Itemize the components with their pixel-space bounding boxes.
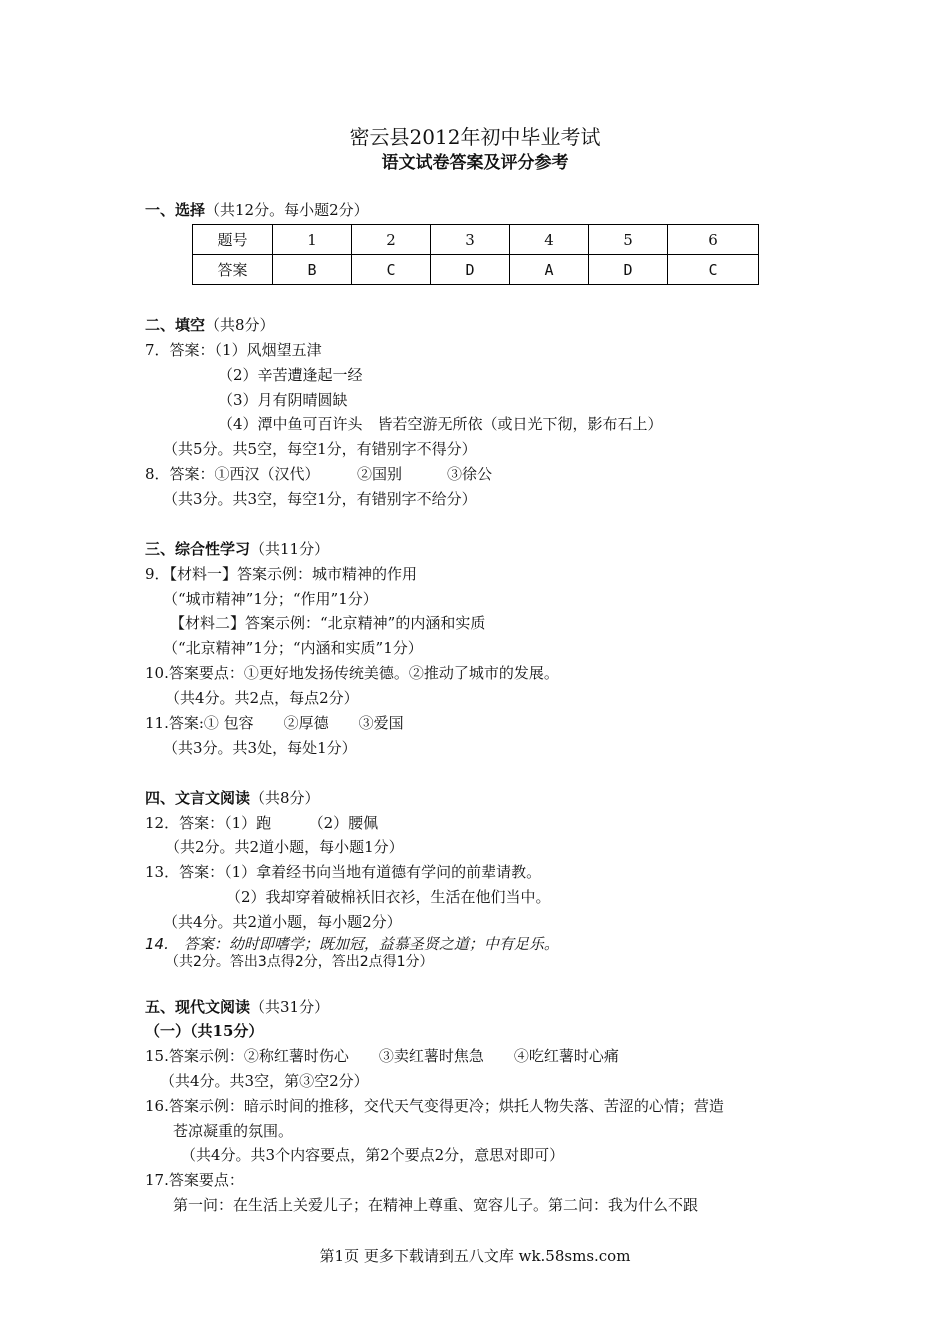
answer-table <box>192 224 759 285</box>
section-note: （共8分） <box>205 316 275 334</box>
answer-line: 第一问：在生活上关爱儿子；在精神上尊重、宽容儿子。第二问：我为什么不跟 <box>173 1196 699 1214</box>
scoring-note: （共3分。共3处，每处1分） <box>163 739 357 757</box>
answer-line: 15.答案示例：②称红薯时伤心 ③卖红薯时焦急 ④吃红薯时心痛 <box>145 1047 619 1065</box>
answer-line: （4）潭中鱼可百许头 皆若空游无所依（或日光下彻，影布石上） <box>218 415 663 433</box>
section-5-heading-line <box>145 997 329 1017</box>
page-footer: 第1页 更多下载请到五八文库 wk.58sms.com <box>319 1247 631 1265</box>
answer-line: 10.答案要点：①更好地发扬传统美德。②推动了城市的发展。 <box>145 664 559 682</box>
section-heading: 二、填空 <box>145 316 206 334</box>
question-number-cell: 1 <box>273 225 352 255</box>
answer-line: （3）月有阴晴圆缺 <box>218 391 348 409</box>
scoring-note: （共4分。共3个内容要点，第2个要点2分，意思对即可） <box>181 1146 565 1164</box>
question-number-cell: 6 <box>668 225 759 255</box>
section-heading: 四、文言文阅读 <box>145 789 251 807</box>
question-number-cell: 2 <box>352 225 431 255</box>
section-3-heading-line <box>145 539 329 559</box>
answer-cell: D <box>431 255 510 285</box>
table-row <box>193 225 759 255</box>
answer-line: 【材料二】答案示例：“北京精神”的内涵和实质 <box>170 614 486 632</box>
scoring-note: （“北京精神”1分；“内涵和实质”1分） <box>163 639 423 657</box>
question-number-cell: 4 <box>510 225 589 255</box>
section-heading: 五、现代文阅读 <box>145 998 251 1016</box>
scoring-note: （共2分。共2道小题，每小题1分） <box>165 838 404 856</box>
scoring-note: （共2分。答出3点得2分，答出2点得1分） <box>165 954 434 970</box>
answer-line: 16.答案示例：暗示时间的推移，交代天气变得更冷；烘托人物失落、苦涩的心情；营造 <box>145 1097 724 1115</box>
page-subtitle: 语文试卷答案及评分参考 <box>381 153 569 173</box>
section-1-heading-line <box>145 200 369 220</box>
question-number-cell: 5 <box>589 225 668 255</box>
answer-cell: D <box>589 255 668 285</box>
answer-line: 14. 答案：幼时即嗜学；既加冠，益慕圣贤之道；中有足乐。 <box>145 935 559 953</box>
answer-line: 9．【材料一】答案示例：城市精神的作用 <box>145 565 418 583</box>
answer-line: （2）辛苦遭逢起一经 <box>218 366 363 384</box>
section-4-heading-line <box>145 788 320 808</box>
answer-cell: C <box>352 255 431 285</box>
section-note: （共11分） <box>250 540 330 558</box>
scoring-note: （“城市精神”1分；“作用”1分） <box>163 590 378 608</box>
answer-line: 12．答案：（1）跑 （2）腰佩 <box>145 814 379 832</box>
answer-line: 苍凉凝重的氛围。 <box>173 1122 294 1140</box>
section-note: （共8分） <box>250 789 320 807</box>
section-heading: 一、选择 <box>145 201 206 219</box>
scoring-note: （共4分。共2点，每点2分） <box>165 689 359 707</box>
section-heading: 三、综合性学习 <box>145 540 251 558</box>
scoring-note: （共4分。共2道小题，每小题2分） <box>163 913 402 931</box>
scoring-note: （共4分。共3空，第③空2分） <box>160 1072 369 1090</box>
table-header-cell: 题号 <box>193 225 273 255</box>
answer-line: （2）我却穿着破棉袄旧衣衫，生活在他们当中。 <box>226 888 551 906</box>
answer-line: 8．答案：①西汉（汉代） ②国别 ③徐公 <box>145 465 493 483</box>
answer-line: 7．答案：（1）风烟望五津 <box>145 341 322 359</box>
subsection-heading: （一）（共15分） <box>145 1022 264 1040</box>
scoring-note: （共3分。共3空，每空1分，有错别字不给分） <box>163 490 477 508</box>
scoring-note: （共5分。共5空，每空1分，有错别字不得分） <box>163 440 477 458</box>
question-number-cell: 3 <box>431 225 510 255</box>
answer-cell: C <box>668 255 759 285</box>
section-note: （共12分。每小题2分） <box>205 201 369 219</box>
table-row <box>193 255 759 285</box>
answer-line: 17.答案要点： <box>145 1171 244 1189</box>
page-title: 密云县2012年初中毕业考试 <box>349 125 601 149</box>
answer-cell: A <box>510 255 589 285</box>
section-note: （共31分） <box>250 998 330 1016</box>
section-2-heading-line <box>145 315 275 335</box>
table-header-cell: 答案 <box>193 255 273 285</box>
answer-line: 11.答案:① 包容 ②厚德 ③爱国 <box>145 714 404 732</box>
answer-cell: B <box>273 255 352 285</box>
answer-line: 13．答案：（1）拿着经书向当地有道德有学问的前辈请教。 <box>145 863 542 881</box>
